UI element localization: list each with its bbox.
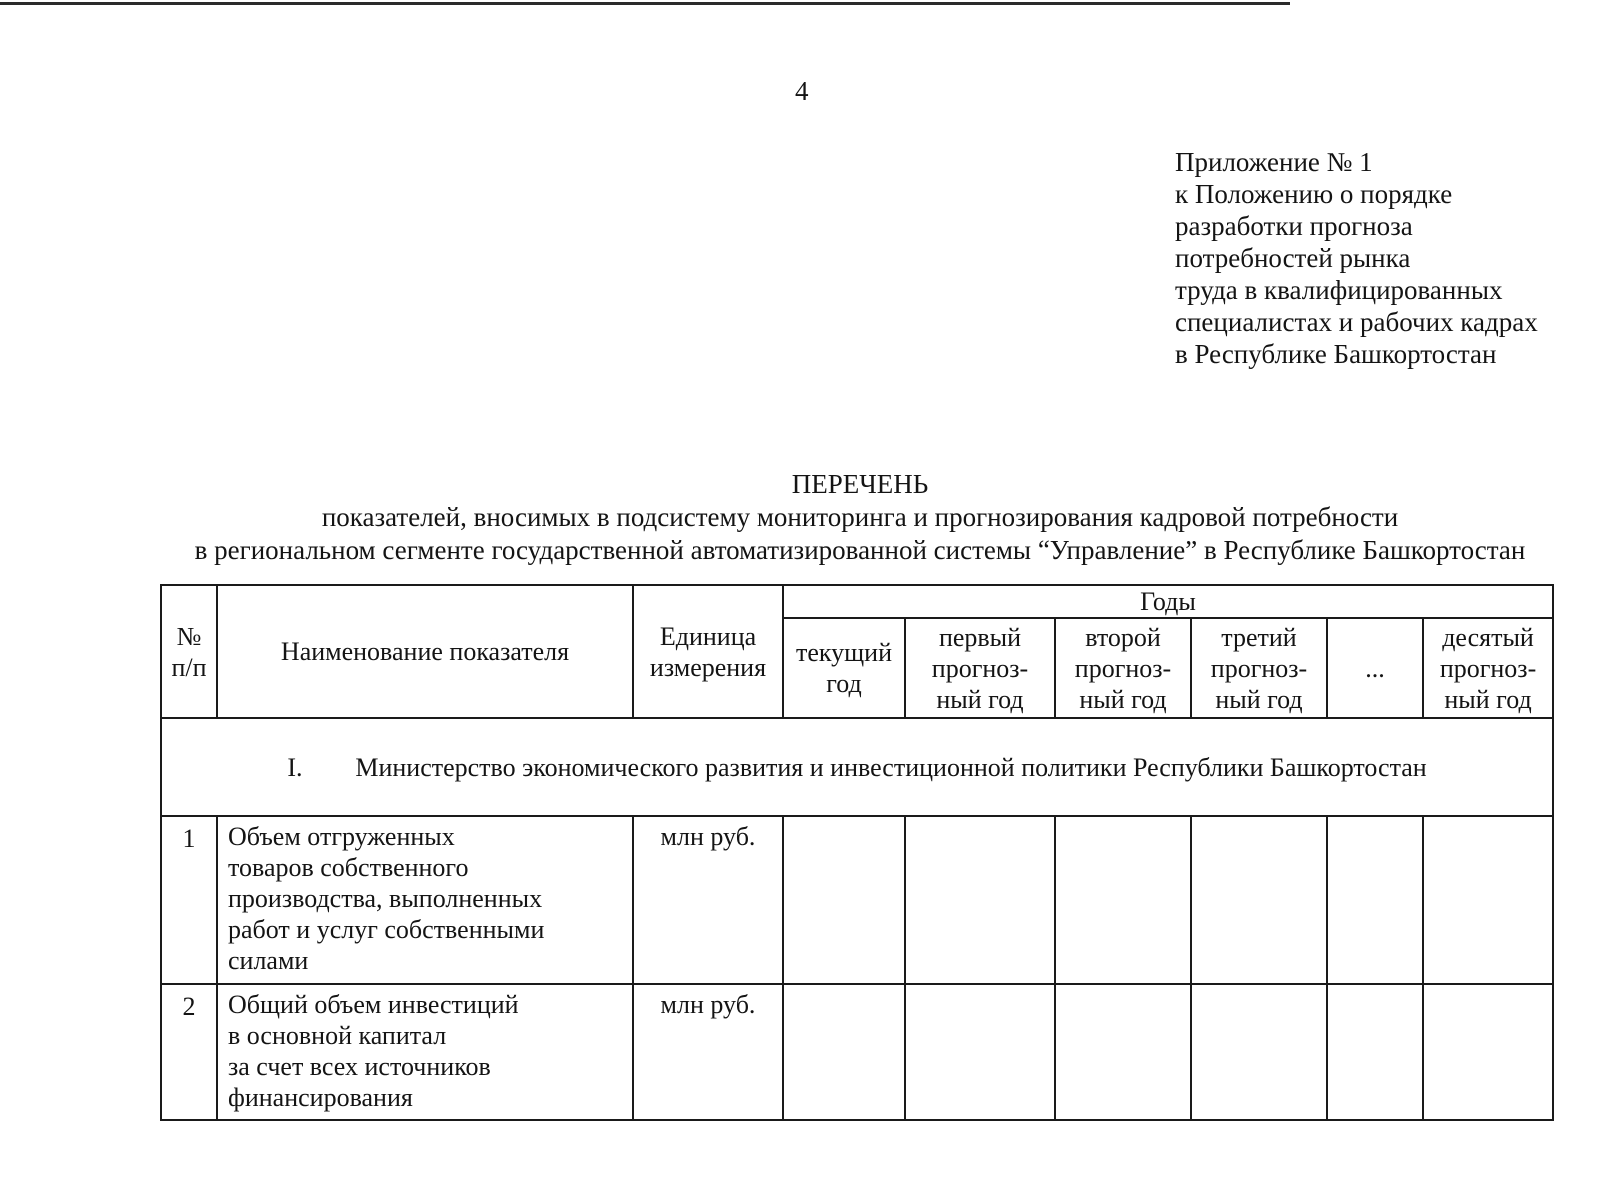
- indicator-name-line: за счет всех источников: [228, 1052, 491, 1081]
- document-title: [150, 468, 1570, 567]
- header-unit-line: измерения: [649, 652, 767, 682]
- page-number: 4: [795, 76, 809, 106]
- section-title: Министерство экономического развития и инвестиционной политики Республики Башкортостан: [355, 752, 1427, 782]
- indicator-name-line: производства, выполненных: [228, 884, 543, 913]
- header-year-line: ный год: [1215, 684, 1303, 714]
- header-year-line: ...: [1365, 653, 1385, 683]
- appendix-line: к Положению о порядке: [1175, 179, 1453, 209]
- header-year-ellipsis: [1327, 618, 1423, 718]
- header-name: Наименование показателя: [217, 585, 633, 718]
- appendix-line: специалистах и рабочих кадрах: [1175, 307, 1538, 337]
- title-line: показателей, вносимых в подсистему мониторинга и прогнозирования кадровой потребности: [321, 502, 1399, 532]
- top-rule: [0, 2, 1290, 5]
- header-num-line: №: [176, 621, 202, 651]
- indicator-name-line: силами: [228, 946, 309, 975]
- header-year-line: год: [826, 669, 862, 698]
- header-year-third: [1191, 618, 1327, 718]
- row-indicator-name: [217, 816, 633, 984]
- header-unit: [633, 585, 783, 718]
- header-year-tenth: [1423, 618, 1553, 718]
- header-num: [161, 585, 217, 718]
- value-cell: [783, 816, 905, 984]
- appendix-note: [1175, 146, 1538, 370]
- value-cell: [905, 984, 1055, 1120]
- row-unit: млн руб.: [633, 816, 783, 984]
- section-number: I.: [287, 752, 303, 782]
- value-cell: [1191, 816, 1327, 984]
- header-year-line: десятый: [1442, 622, 1534, 652]
- value-cell: [1423, 984, 1553, 1120]
- value-cell: [1423, 816, 1553, 984]
- section-cell: [161, 718, 1553, 816]
- appendix-line: Приложение № 1: [1175, 147, 1373, 177]
- header-year-line: текущий: [795, 638, 892, 667]
- title-heading: ПЕРЕЧЕНЬ: [791, 469, 929, 499]
- table-row: [161, 816, 1553, 984]
- section-row: [161, 718, 1553, 816]
- header-year-line: прогноз-: [1210, 653, 1308, 683]
- row-num: 1: [161, 816, 217, 984]
- header-years: Годы: [783, 585, 1553, 618]
- header-year-line: ный год: [936, 684, 1024, 714]
- value-cell: [1055, 984, 1191, 1120]
- header-unit-line: Единица: [659, 621, 757, 651]
- value-cell: [1327, 816, 1423, 984]
- indicator-name-line: финансирования: [228, 1083, 413, 1112]
- header-year-line: второй: [1085, 622, 1161, 652]
- header-year-line: ный год: [1079, 684, 1167, 714]
- appendix-line: в Республике Башкортостан: [1175, 339, 1497, 369]
- header-year-first: [905, 618, 1055, 718]
- indicator-name-line: товаров собственного: [228, 853, 469, 882]
- row-num: 2: [161, 984, 217, 1120]
- value-cell: [905, 816, 1055, 984]
- value-cell: [1327, 984, 1423, 1120]
- value-cell: [1055, 816, 1191, 984]
- indicator-name-line: работ и услуг собственными: [228, 915, 545, 944]
- row-indicator-name: [217, 984, 633, 1120]
- header-year-line: прогноз-: [1439, 653, 1537, 683]
- value-cell: [783, 984, 905, 1120]
- header-num-line: п/п: [171, 652, 207, 682]
- table-row: [161, 984, 1553, 1120]
- indicators-table: [160, 584, 1554, 1121]
- indicator-name-line: в основной капитал: [228, 1021, 447, 1050]
- appendix-line: разработки прогноза: [1175, 211, 1413, 241]
- header-year-current: [783, 618, 905, 718]
- header-row: [161, 585, 1553, 618]
- header-year-line: прогноз-: [931, 653, 1029, 683]
- header-year-line: первый: [938, 622, 1022, 652]
- header-year-line: третий: [1221, 622, 1297, 652]
- header-year-line: ный год: [1444, 684, 1532, 714]
- value-cell: [1191, 984, 1327, 1120]
- header-year-second: [1055, 618, 1191, 718]
- header-year-line: прогноз-: [1074, 653, 1172, 683]
- indicator-name-line: Объем отгруженных: [228, 822, 455, 851]
- title-line: в региональном сегменте государственной автоматизированной системы “Управление” в Республике Башкортостан: [194, 535, 1526, 565]
- appendix-line: потребностей рынка: [1175, 243, 1411, 273]
- row-unit: млн руб.: [633, 984, 783, 1120]
- indicator-name-line: Общий объем инвестиций: [228, 990, 519, 1019]
- appendix-line: труда в квалифицированных: [1175, 275, 1503, 305]
